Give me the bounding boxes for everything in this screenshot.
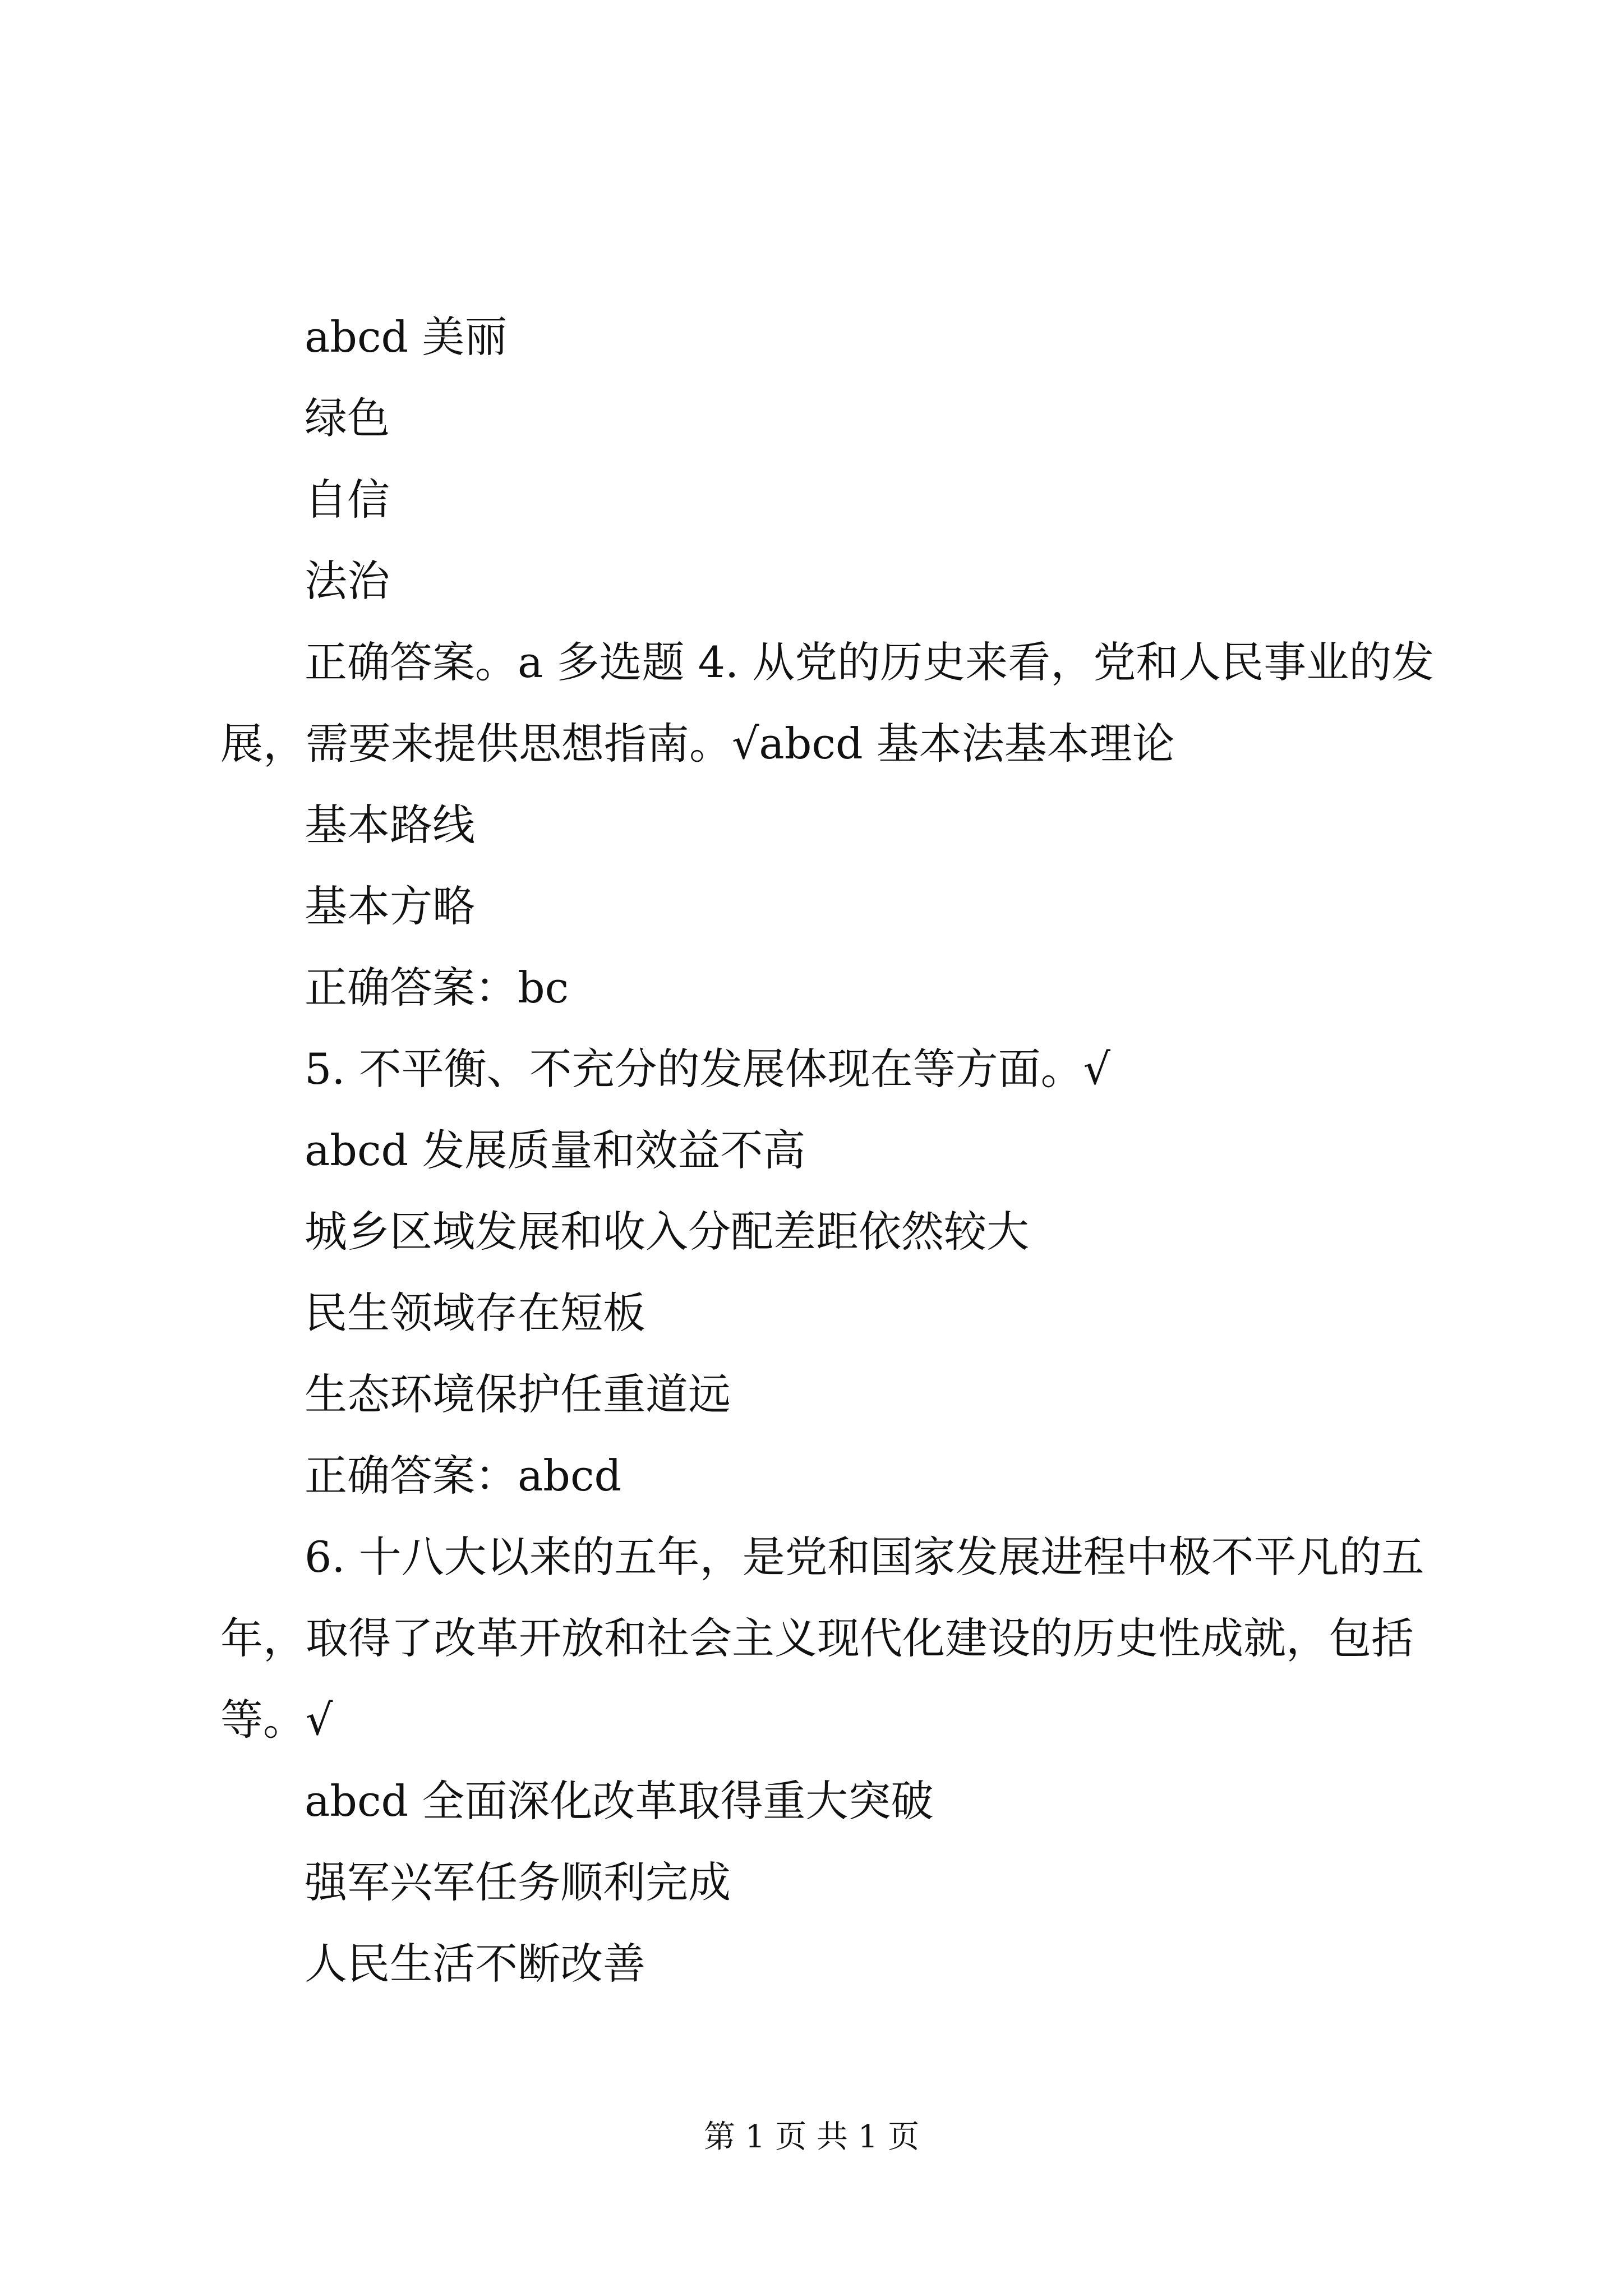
option-line: 民生领域存在短板 bbox=[305, 1288, 645, 1338]
option-line: abcd 全面深化改革取得重大突破 bbox=[305, 1776, 934, 1826]
option-line: 基本方略 bbox=[305, 881, 475, 931]
option-line: 法治 bbox=[305, 556, 390, 606]
option-line: 自信 bbox=[305, 475, 390, 524]
document-body bbox=[220, 296, 1443, 2004]
option-line: abcd 发展质量和效益不高 bbox=[305, 1125, 806, 1175]
answer-question-line: 正确答案。a 多选题 4. 从党的历史来看，党和人民事业的发 bbox=[305, 637, 1435, 687]
question-continuation-line: 展，需要来提供思想指南。√abcd 基本法基本理论 bbox=[220, 719, 1175, 769]
page-footer: 第 1 页 共 1 页 bbox=[703, 2119, 920, 2155]
question-line: 6. 十八大以来的五年，是党和国家发展进程中极不平凡的五 bbox=[305, 1532, 1424, 1582]
option-line: 生态环境保护任重道远 bbox=[305, 1369, 731, 1419]
question-continuation-line: 等。√ bbox=[220, 1695, 333, 1745]
option-line: 人民生活不断改善 bbox=[305, 1939, 645, 1989]
option-line: abcd 美丽 bbox=[305, 312, 508, 362]
option-line: 基本路线 bbox=[305, 800, 475, 850]
answer-line: 正确答案：abcd bbox=[305, 1451, 622, 1501]
question-continuation-line: 年，取得了改革开放和社会主义现代化建设的历史性成就，包括 bbox=[220, 1613, 1414, 1663]
answer-line: 正确答案：bc bbox=[305, 963, 569, 1013]
option-line: 城乡区域发展和收入分配差距依然较大 bbox=[305, 1207, 1029, 1257]
question-line: 5. 不平衡、不充分的发展体现在等方面。√ bbox=[305, 1044, 1111, 1094]
option-line: 强军兴军任务顺利完成 bbox=[305, 1857, 731, 1907]
option-line: 绿色 bbox=[305, 393, 390, 443]
